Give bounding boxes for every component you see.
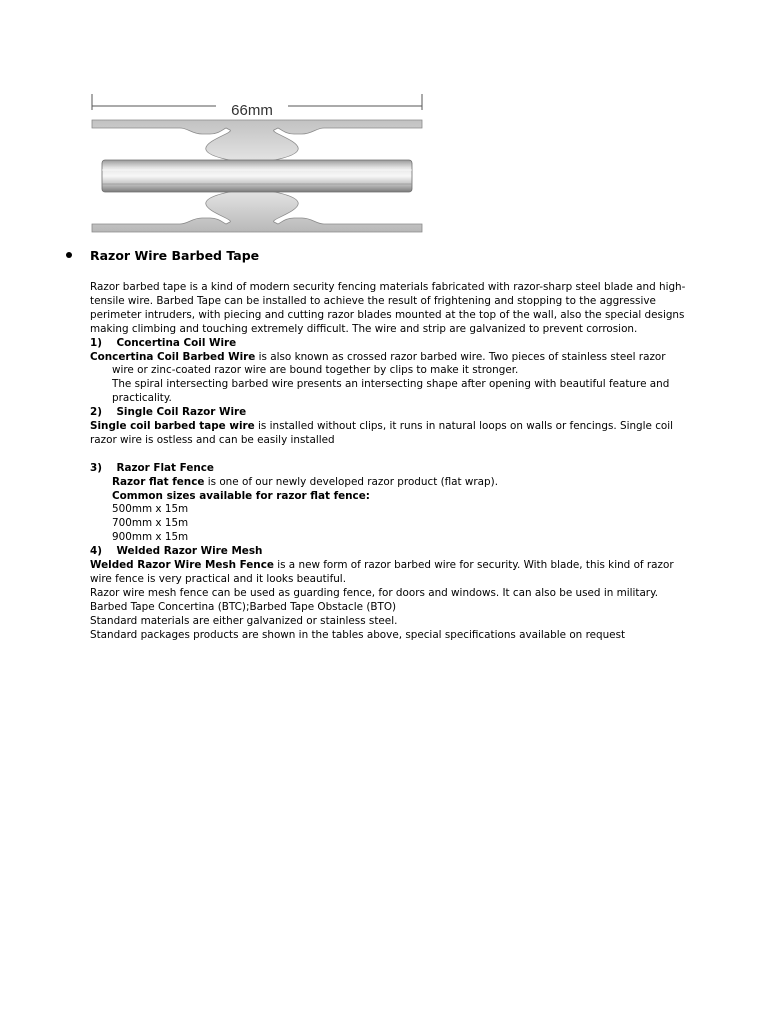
size-item: 700mm x 15m — [112, 517, 189, 530]
top-blade — [92, 120, 422, 162]
size-item: 500mm x 15m — [112, 503, 189, 516]
section-1-text: is also known as crossed razor barbed wire. Two pieces of stainless steel razor wire or zinc-coated razor wire are bound together by clips to make it stronger. — [112, 350, 666, 377]
section-3-sizes-heading: Common sizes available for razor flat fence: — [112, 489, 370, 502]
section-4-line: Standard materials are either galvanized or stainless steel. — [90, 614, 398, 627]
section-2-text: is installed without clips, it runs in natural loops on walls or fencings. Single coil razor wire is ostless and can be easily installed — [90, 420, 674, 446]
section-3-title: 3) Razor Flat Fence — [90, 461, 214, 474]
section-4-term: Welded Razor Wire Mesh Fence — [90, 559, 274, 572]
document-body — [90, 281, 690, 643]
section-4-line: Barbed Tape Concertina (BTC);Barbed Tape Obstacle (BTO) — [90, 600, 397, 613]
razor-tape-illustration — [88, 88, 428, 236]
section-4-title: 4) Welded Razor Wire Mesh — [90, 545, 263, 558]
section-3-term: Razor flat fence — [112, 475, 205, 488]
dimension-label: 66mm — [231, 102, 273, 119]
section-heading: Razor Wire Barbed Tape — [90, 248, 260, 263]
bottom-blade — [92, 190, 422, 232]
section-1-paragraph — [90, 351, 690, 379]
section-4-text: is a new form of razor barbed wire for security. With blade, this kind of razor wire fence is very practical and it looks beautiful. — [90, 559, 674, 586]
section-2-title: 2) Single Coil Razor Wire — [90, 406, 247, 419]
razor-tape-diagram — [88, 88, 428, 236]
section-3-paragraph — [90, 476, 690, 490]
section-2-term: Single coil barbed tape wire — [90, 420, 255, 433]
section-1-title: 1) Concertina Coil Wire — [90, 336, 237, 349]
section-2-paragraph — [90, 420, 690, 448]
wire-core — [102, 160, 412, 192]
section-3-text: is one of our newly developed razor product (flat wrap). — [204, 475, 499, 488]
section-1-text-2: The spiral intersecting barbed wire presents an intersecting shape after opening with beautiful feature and practicality. — [112, 378, 670, 405]
section-4-line: Razor wire mesh fence can be used as guarding fence, for doors and windows. It can also be used in military. — [90, 586, 659, 599]
section-4-line: Standard packages products are shown in the tables above, special specifications available on request — [90, 628, 626, 641]
intro-paragraph: Razor barbed tape is a kind of modern security fencing materials fabricated with razor-sharp steel blade and high-tensile wire. Barbed Tape can be installed to achieve the result of frightening and stopping to the aggressive perimeter intruders, with piecing and cutting razor blades mounted at the top of the wall, also the special designs making climbing and touching extremely difficult. The wire and strip are galvanized to prevent corrosion. — [90, 281, 686, 335]
section-1-term: Concertina Coil Barbed Wire — [90, 350, 256, 363]
size-item: 900mm x 15m — [112, 531, 189, 544]
bullet-icon — [66, 252, 72, 258]
section-4-paragraph — [90, 559, 690, 587]
